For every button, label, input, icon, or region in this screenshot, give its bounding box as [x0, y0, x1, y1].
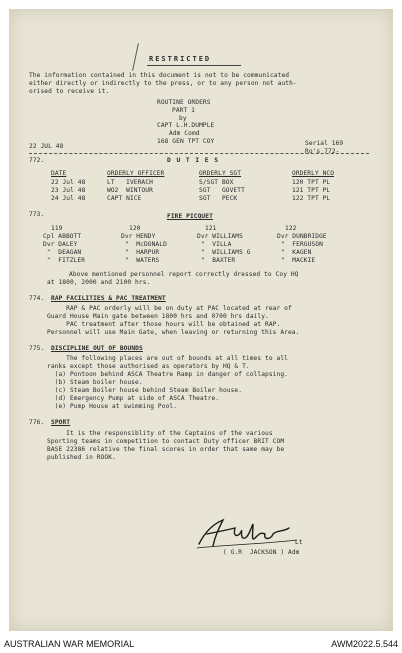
sport-heading: SPORT [51, 419, 71, 426]
rap-line-1: RAP & PAC orderly will be on duty at PAC located at rear of [47, 305, 292, 312]
document-page [9, 9, 393, 631]
footer-credit: AUSTRALIAN WAR MEMORIAL [4, 639, 135, 649]
picquet-footnote-2: at 1800, 2000 and 2100 hrs. [47, 279, 151, 286]
handwritten-signature [193, 514, 303, 552]
picquet-col1-2: Dvr DALEY [43, 241, 78, 248]
discipline-item-a: (a) Pontoon behind ASCA Theatre Ramp in danger of collapsing. [47, 371, 288, 378]
picquet-col4-1: Dvr DUNBRIDGE [277, 233, 327, 240]
picquet-col3-2: " VILLA [197, 241, 232, 248]
picquet-col4-3: " KAGEN [277, 249, 312, 256]
picquet-col4-2: " FERGUSON [277, 241, 323, 248]
duties-row-2-sgt: SGT GOVETT [199, 187, 245, 194]
discipline-item-d: (d) Emergency Pump at side of ASCA Theatre. [47, 395, 220, 402]
title-part: PART 1 [172, 107, 195, 114]
title-routine-orders: ROUTINE ORDERS [157, 99, 211, 106]
footer-bar [0, 636, 402, 653]
picquet-col3-1: Dvr WILLIAMS [197, 233, 243, 240]
duties-row-1-date: 22 Jul 48 [51, 179, 86, 186]
duties-col-sgt: ORDERLY SGT [199, 170, 242, 177]
picquet-col3-pl: 121 [205, 225, 217, 232]
rap-heading: RAP FACILITIES & PAC TREATMENT [51, 295, 166, 302]
section-number-776: 776. [29, 419, 45, 426]
picquet-col3-3: " WILLIAMS G [197, 249, 251, 256]
picquet-col1-3: " DEAGAN [43, 249, 82, 256]
document-date: 22 JUL 48 [29, 143, 64, 150]
duties-row-3-nco: 122 TPT PL [292, 195, 331, 202]
discipline-heading: DISCIPLINE OUT OF BOUNDS [51, 345, 143, 352]
discipline-line-1: The following places are out of bounds at all times to all [47, 355, 288, 362]
duties-row-1-officer: LT IVERACH [107, 179, 153, 186]
picquet-col2-3: " HARPUR [121, 249, 160, 256]
picquet-col1-pl: 119 [51, 225, 63, 232]
duties-row-1-nco: 120 TPT PL [292, 179, 331, 186]
sport-line-2: Sporting teams in competition to contact Duty officer BRIT COM [47, 438, 285, 445]
footer-accession: AWM2022.5.544 [331, 639, 398, 649]
picquet-col2-pl: 120 [129, 225, 141, 232]
section-number-774: 774. [29, 295, 45, 302]
section-number-772: 772. [29, 157, 45, 164]
rap-line-3: PAC treatment after those hours will be obtained at RAP. [47, 321, 281, 328]
section-number-775: 775. [29, 345, 45, 352]
title-by: by [179, 115, 187, 122]
signature-name: ( G.R JACKSON ) Adm [223, 549, 300, 556]
heading-underline [147, 65, 241, 66]
discipline-line-2: ranks except those authorised as operators by HQ & T. [47, 363, 250, 370]
notice-line-3: orised to receive it. [29, 88, 110, 95]
signature-rank: Lt [295, 539, 303, 546]
picquet-footnote-1: Above mentioned personnel report correctly dressed to Coy HQ [69, 271, 299, 278]
duties-row-1-sgt: S/SGT BOX [199, 179, 234, 186]
notice-line-1: The information contained in this document is not to be communicated [29, 72, 290, 79]
sport-line-3: BASE 22386 relative the final scores in order that same may be [47, 446, 285, 453]
picquet-col2-2: " McDONALD [121, 241, 167, 248]
sport-line-1: It is the responsiblity of the Captains of the various [47, 430, 273, 437]
header-rule [29, 153, 369, 154]
notice-line-2: either directly or indirectly to the press, or to any person not auth- [29, 80, 297, 87]
picquet-col1-1: Cpl ABBOTT [43, 233, 82, 240]
duties-row-2-officer: WO2 WINTOUR [107, 187, 153, 194]
picquet-col3-4: " BAXTER [197, 257, 236, 264]
picquet-col2-1: Dvr HENDY [121, 233, 156, 240]
picquet-col4-4: " MACKIE [277, 257, 316, 264]
duties-row-3-date: 24 Jul 48 [51, 195, 86, 202]
duties-heading: D U T I E S [167, 157, 219, 164]
sport-line-4: published in ROOK. [47, 454, 116, 461]
rap-line-2: Guard House Main gate between 1800 hrs and 0700 hrs daily. [47, 313, 269, 320]
duties-col-date: DATE [51, 170, 67, 177]
fire-picquet-heading: FIRE PICQUET [167, 213, 213, 220]
picquet-col2-4: " WATERS [121, 257, 160, 264]
ros-number: Ro's 772- [305, 148, 340, 155]
ink-mark [132, 43, 139, 71]
duties-row-2-nco: 121 TPT PL [292, 187, 331, 194]
title-adm-comd: Adm Comd [169, 130, 200, 137]
duties-col-nco: ORDERLY NCO [292, 170, 335, 177]
duties-col-officer: ORDERLY OFFICER [107, 170, 165, 177]
section-number-773: 773. [29, 211, 45, 218]
restricted-heading: RESTRICTED [149, 55, 212, 63]
picquet-col1-4: " FITZLER [43, 257, 86, 264]
serial-number: Serial 169 [305, 140, 344, 147]
title-commander: CAPT L.H.DUMPLE [157, 122, 215, 129]
duties-row-3-sgt: SGT PECK [199, 195, 238, 202]
discipline-item-e: (e) Pump House at swimming Pool. [47, 403, 178, 410]
rap-line-4: Personnel will use Main Gate, when leaving or returning this Area. [47, 329, 300, 336]
discipline-item-c: (c) Steam Boiler house behind Steam Boiler house. [47, 387, 243, 394]
title-unit: 168 GEN TPT COY [157, 138, 215, 145]
picquet-col4-pl: 122 [285, 225, 297, 232]
duties-row-2-date: 23 Jul 48 [51, 187, 86, 194]
duties-row-3-officer: CAPT NICE [107, 195, 142, 202]
discipline-item-b: (b) Steam boiler house. [47, 379, 143, 386]
